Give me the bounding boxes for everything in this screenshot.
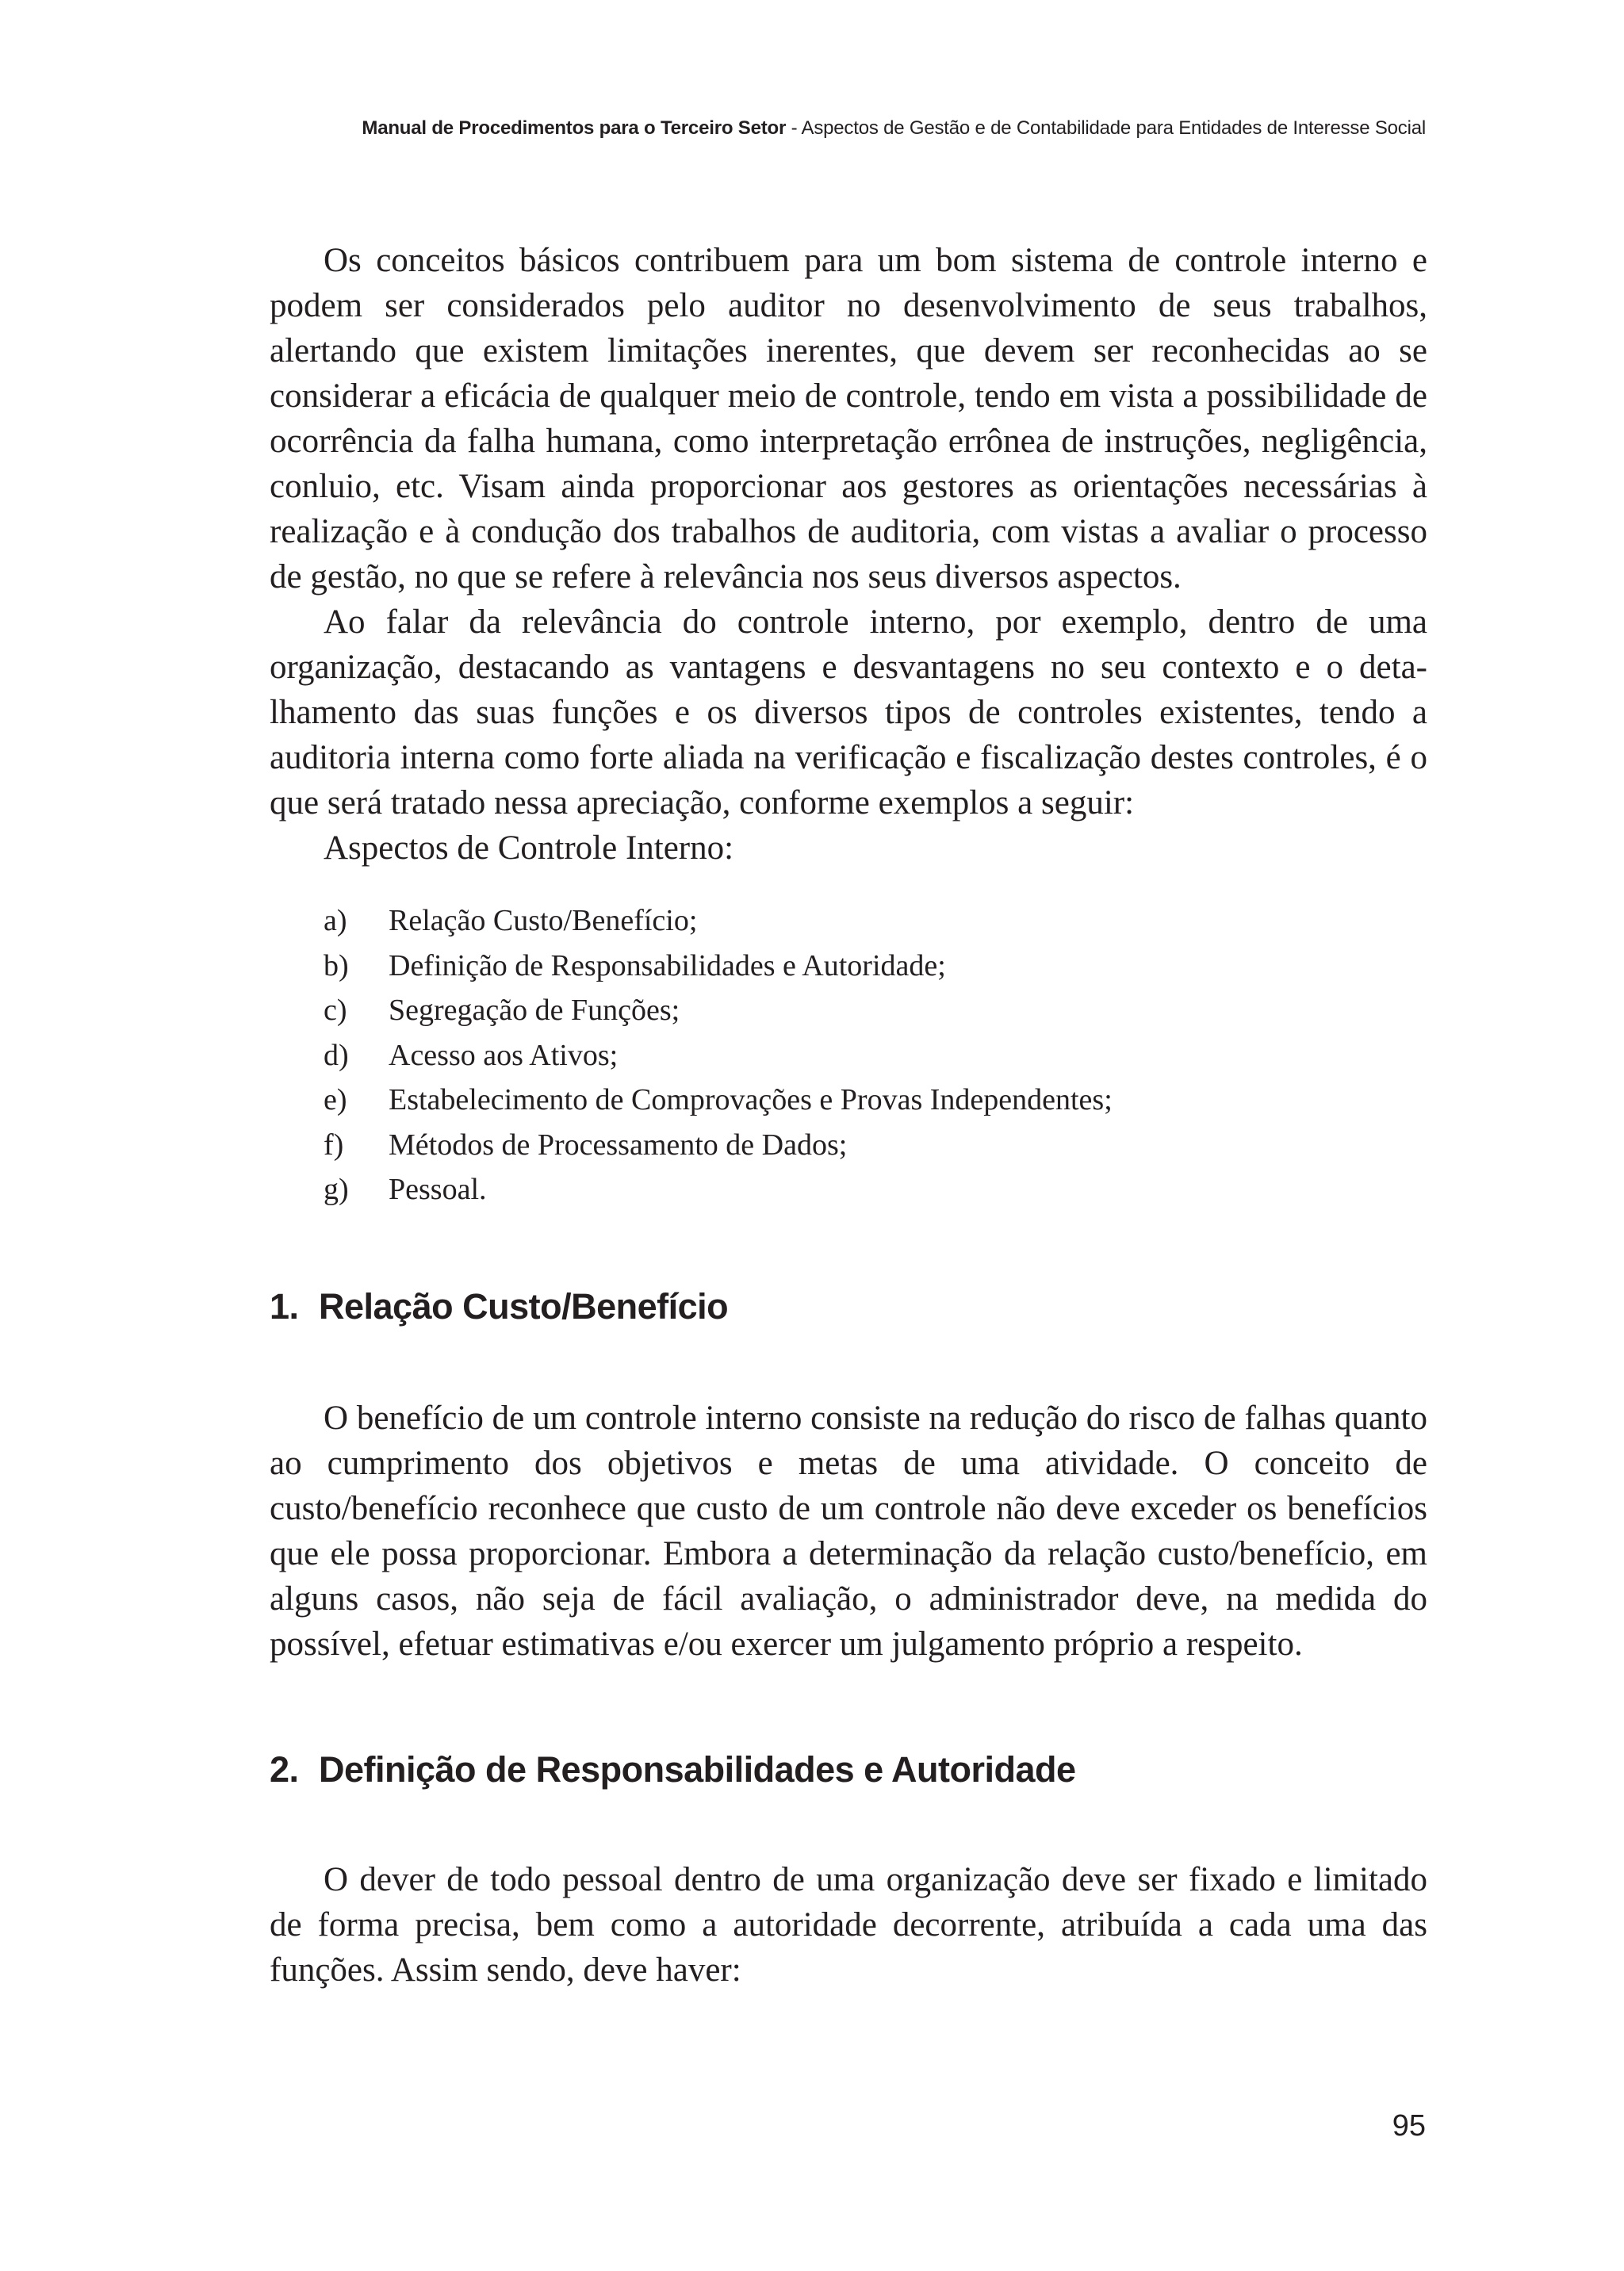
- list-item: [324, 898, 1427, 944]
- list-item-text: Relação Custo/Benefício;: [389, 904, 698, 937]
- intro-paragraph-1: Os conceitos básicos contribuem para um bom sistema de controle interno e podem ser considerados pelo auditor no desenvolvimento de seus trabalhos, alertando que existem limitações inerentes, que devem ser reconhecidas ao se considerar a eficácia de qualquer meio de controle, tendo em vista a possibilidade de ocorrência da falha humana, como interpretação errônea de instruções, negligência, conluio, etc. Visam ainda proporcionar aos gestores as orientações necessárias à realização e à condução dos trabalhos de auditoria, com vistas a avaliar o processo de gestão, no que se refere à relevância nos seus diversos aspectos.: [270, 242, 1427, 596]
- list-item: [324, 988, 1427, 1033]
- list-marker: f): [324, 1128, 344, 1162]
- page-number: 95: [1392, 2109, 1426, 2143]
- section-1-number: 1.: [270, 1285, 299, 1327]
- list-marker: c): [324, 994, 347, 1027]
- header-book-title: Manual de Procedimentos para o Terceiro Setor: [362, 117, 787, 139]
- list-item-text: Estabelecimento de Comprovações e Provas Independentes;: [389, 1083, 1113, 1116]
- running-header: [362, 117, 1426, 140]
- page-content: [270, 238, 1427, 1993]
- header-subtitle: - Aspectos de Gestão e de Contabilidade para Entidades de Interesse Social: [786, 117, 1426, 139]
- section-1-title: Relação Custo/Benefício: [319, 1285, 729, 1327]
- list-item: [324, 944, 1427, 989]
- section-2-paragraph: O dever de todo pessoal dentro de uma organização deve ser fixado e limitado de forma precisa, bem como a autoridade decorrente, atribuída a cada uma das funções. Assim sendo, deve haver:: [270, 1860, 1427, 1989]
- section-2-heading: [270, 1746, 1427, 1794]
- aspects-list: [270, 898, 1427, 1212]
- list-item: [324, 1078, 1427, 1123]
- list-item-text: Definição de Responsabilidades e Autoridade;: [389, 948, 946, 982]
- section-1-heading: [270, 1283, 1427, 1331]
- list-item-text: Métodos de Processamento de Dados;: [389, 1128, 848, 1162]
- section-2-title: Definição de Responsabilidades e Autoridade: [319, 1748, 1076, 1790]
- list-item-text: Segregação de Funções;: [389, 994, 680, 1027]
- list-item-text: Pessoal.: [389, 1173, 487, 1206]
- section-2-number: 2.: [270, 1748, 299, 1790]
- list-marker: a): [324, 904, 347, 937]
- aspects-title: Aspectos de Controle Interno:: [324, 829, 734, 867]
- list-marker: b): [324, 948, 349, 982]
- list-marker: g): [324, 1173, 349, 1206]
- list-item: [324, 1123, 1427, 1168]
- list-item: [324, 1167, 1427, 1212]
- list-item-text: Acesso aos Ativos;: [389, 1038, 619, 1072]
- intro-paragraph-2: Ao falar da relevância do controle interno, por exemplo, dentro de uma organização, destacando as vantagens e desvantagens no seu contexto e o detalhamento das suas funções e os diversos tipos de controles existentes, tendo a auditoria interna como forte aliada na verificação e fiscalização destes controles, é o que será tratado nessa apreciação, conforme exemplos a seguir:: [270, 603, 1427, 821]
- list-marker: d): [324, 1038, 349, 1072]
- section-1-paragraph: O benefício de um controle interno consiste na redução do risco de falhas quanto ao cumprimento dos objetivos e metas de uma atividade. O conceito de custo/benefício reconhece que custo de um controle não deve exceder os benefícios que ele possa proporcionar. Embora a determinação da relação custo/benefício, em alguns casos, não seja de fácil avaliação, o administrador deve, na medida do possível, efetuar estimativas e/ou exercer um julgamento próprio a respeito.: [270, 1399, 1427, 1663]
- list-marker: e): [324, 1083, 347, 1116]
- list-item: [324, 1033, 1427, 1078]
